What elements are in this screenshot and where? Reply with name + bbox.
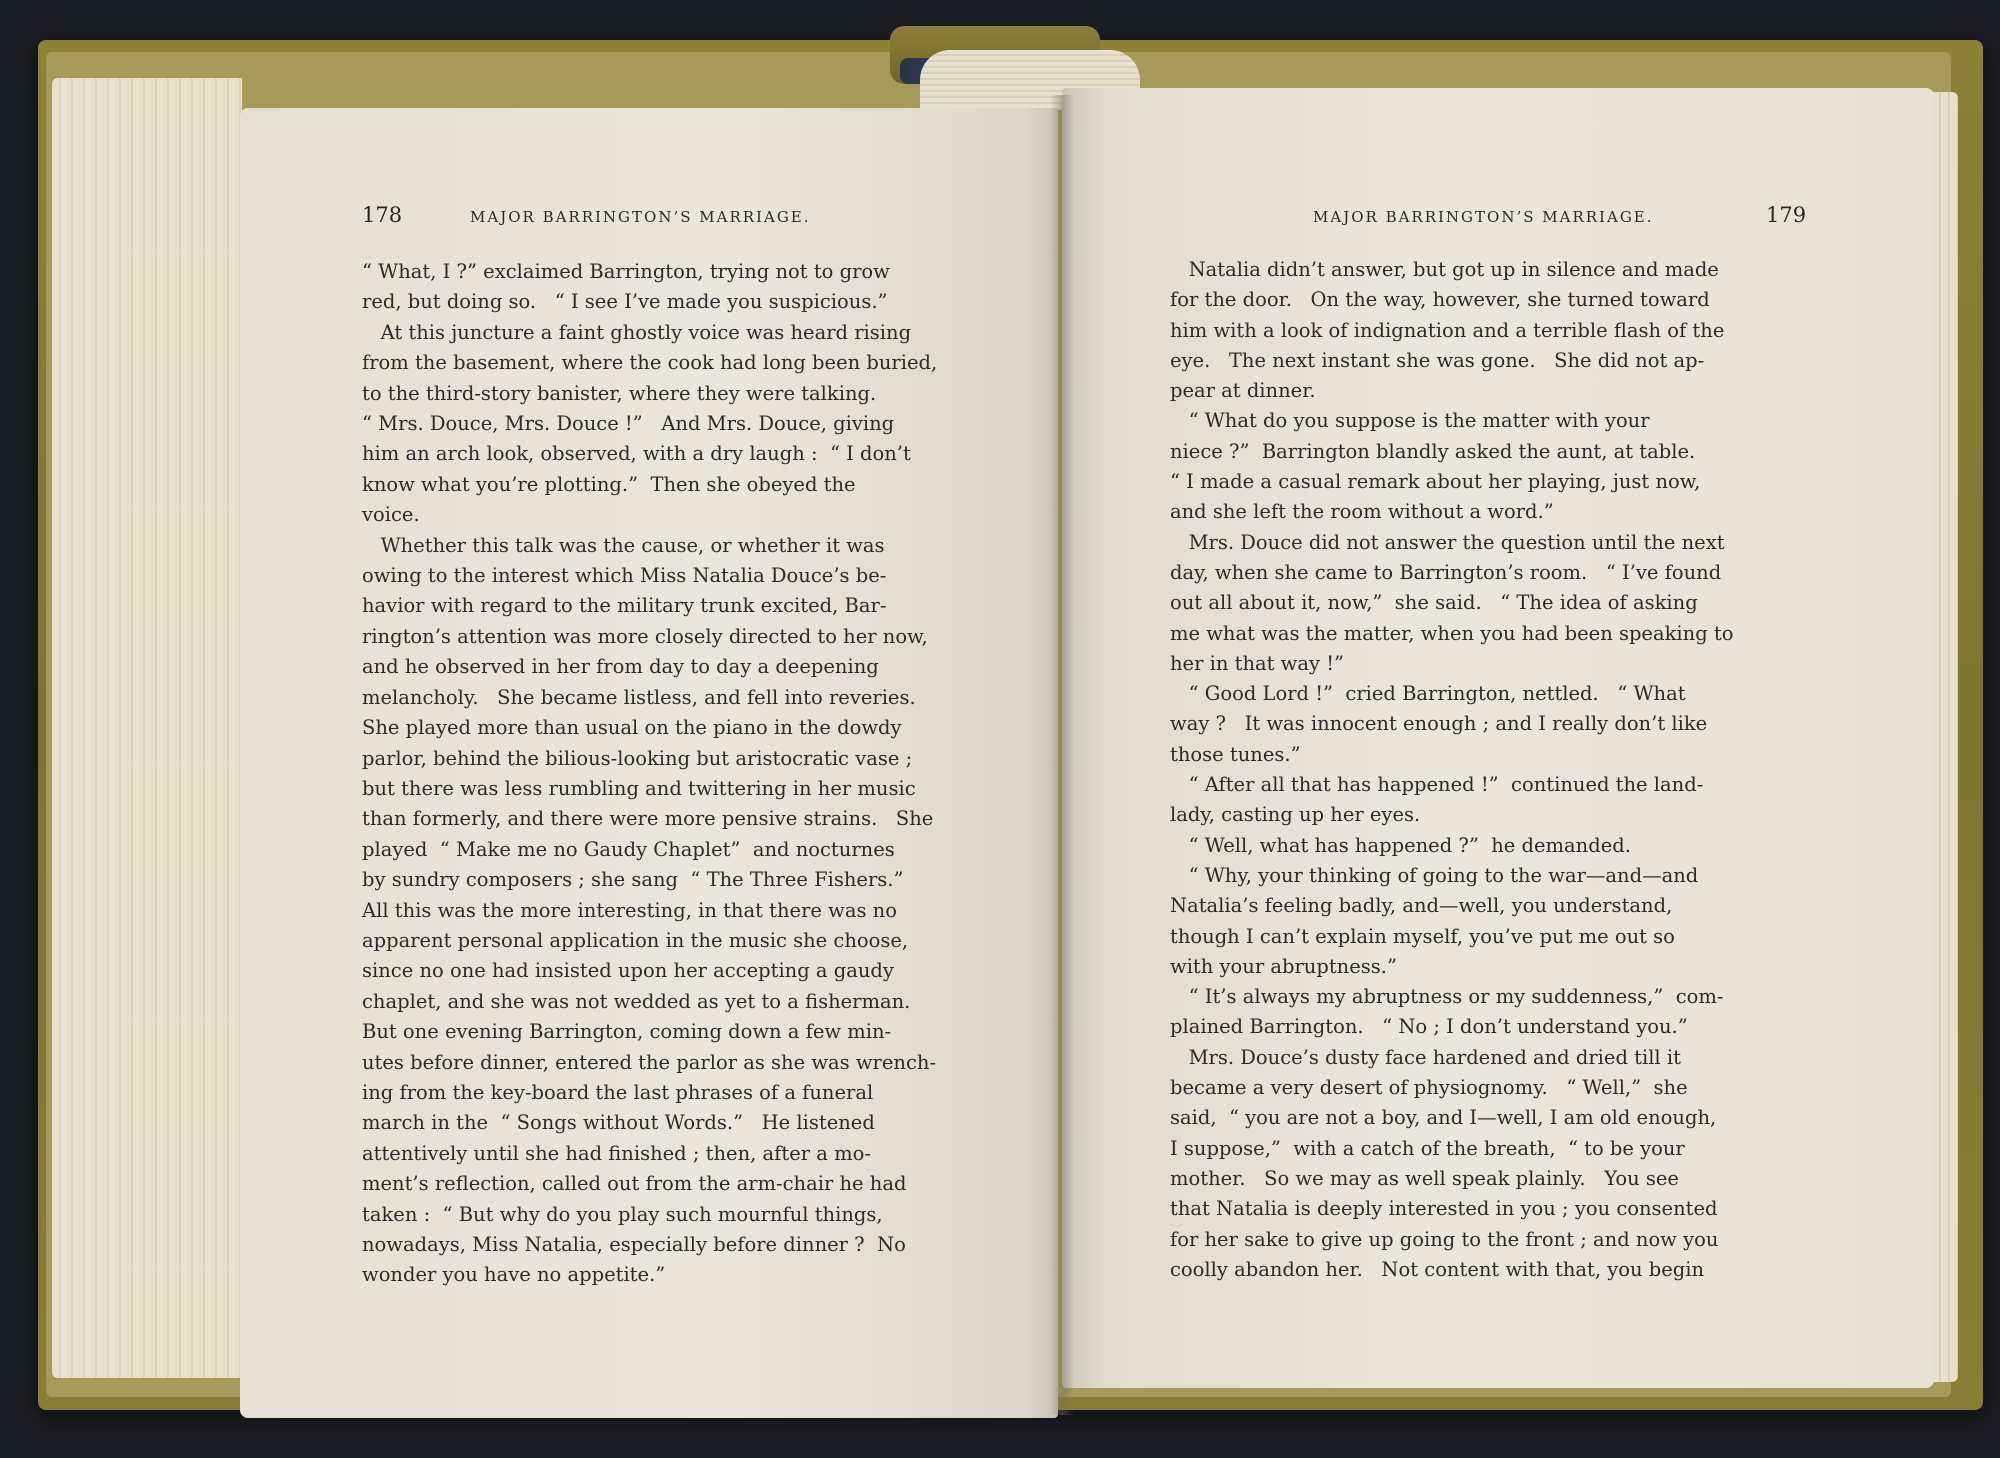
left-page-number: 178 bbox=[362, 203, 403, 227]
right-running-head: MAJOR BARRINGTON’S MARRIAGE. bbox=[1313, 208, 1654, 226]
left-page-edges bbox=[52, 78, 242, 1378]
book-gutter bbox=[1050, 95, 1074, 1415]
left-running-head: MAJOR BARRINGTON’S MARRIAGE. bbox=[470, 208, 811, 226]
right-page-body-text: Natalia didn’t answer, but got up in silence and made for the door. On the way, however, she turned toward him with a look of indignation and a terrible flash of the eye. The next instant she was gone. She did not ap- pear at dinner. “ What do you suppose is the matter with your niece ?” Barrington blandly asked the aunt, at table. “ I made a casual remark about her playing, just now, and she left the room without a word.” Mrs. Douce did not answer the question until the next day, when she came to Barrington’s room. “ I’ve found out all about it, now,” she said. “ The idea of asking me what was the matter, when you had been speaking to her in that way !” “ Good Lord !” cried Barrington, nettled. “ What way ? It was innocent enough ; and I really don’t like those tunes.” “ After all that has happened !” continued the land- lady, casting up her eyes. “ Well, what has happened ?” he demanded. “ Why, your thinking of going to the war—and—and Natalia’s feeling badly, and—well, you understand, though I can’t explain myself, you’ve put me out so with your abruptness.” “ It’s always my abruptness or my suddenness,” com- plained Barrington. “ No ; I don’t understand you.” Mrs. Douce’s dusty face hardened and dried till it became a very desert of physiognomy. “ Well,” she said, “ you are not a boy, and I—well, I am old enough, I suppose,” with a catch of the breath, “ to be your mother. So we may as well speak plainly. You see that Natalia is deeply interested in you ; you consented for her sake to give up going to the front ; and now you coolly abandon her. Not content with that, you begin bbox=[1170, 258, 1734, 1281]
right-page-number: 179 bbox=[1766, 203, 1807, 227]
left-page-body-text: “ What, I ?” exclaimed Barrington, trying not to grow red, but doing so. “ I see I’ve made you suspicious.” At this juncture a faint ghostly voice was heard rising from the basement, where the cook had long been buried, to the third-story banister, where they were talking. “ Mrs. Douce, Mrs. Douce !” And Mrs. Douce, giving him an arch look, observed, with a dry laugh : “ I don’t know what you’re plotting.” Then she obeyed the voice. Whether this talk was the cause, or whether it was owing to the interest which Miss Natalia Douce’s be- havior with regard to the military trunk excited, Bar- rington’s attention was more closely directed to her now, and he observed in her from day to day a deepening melancholy. She became listless, and fell into reveries. She played more than usual on the piano in the dowdy parlor, behind the bilious-looking but aristocratic vase ; but there was less rumbling and twittering in her music than formerly, and there were more pensive strains. She played “ Make me no Gaudy Chaplet” and nocturnes by sundry composers ; she sang “ The Three Fishers.” All this was the more interesting, in that there was no apparent personal application in the music she choose, since no one had insisted upon her accepting a gaudy chaplet, and she was not wedded as yet to a fisherman. But one evening Barrington, coming down a few min- utes before dinner, entered the parlor as she was wrench- ing from the key-board the last phrases of a funeral march in the “ Songs without Words.” He listened attentively until she had finished ; then, after a mo- ment’s reflection, called out from the arm-chair he had taken : “ But why do you play such mournful things, nowadays, Miss Natalia, especially before dinner ? No wonder you have no appetite.” bbox=[362, 260, 938, 1287]
